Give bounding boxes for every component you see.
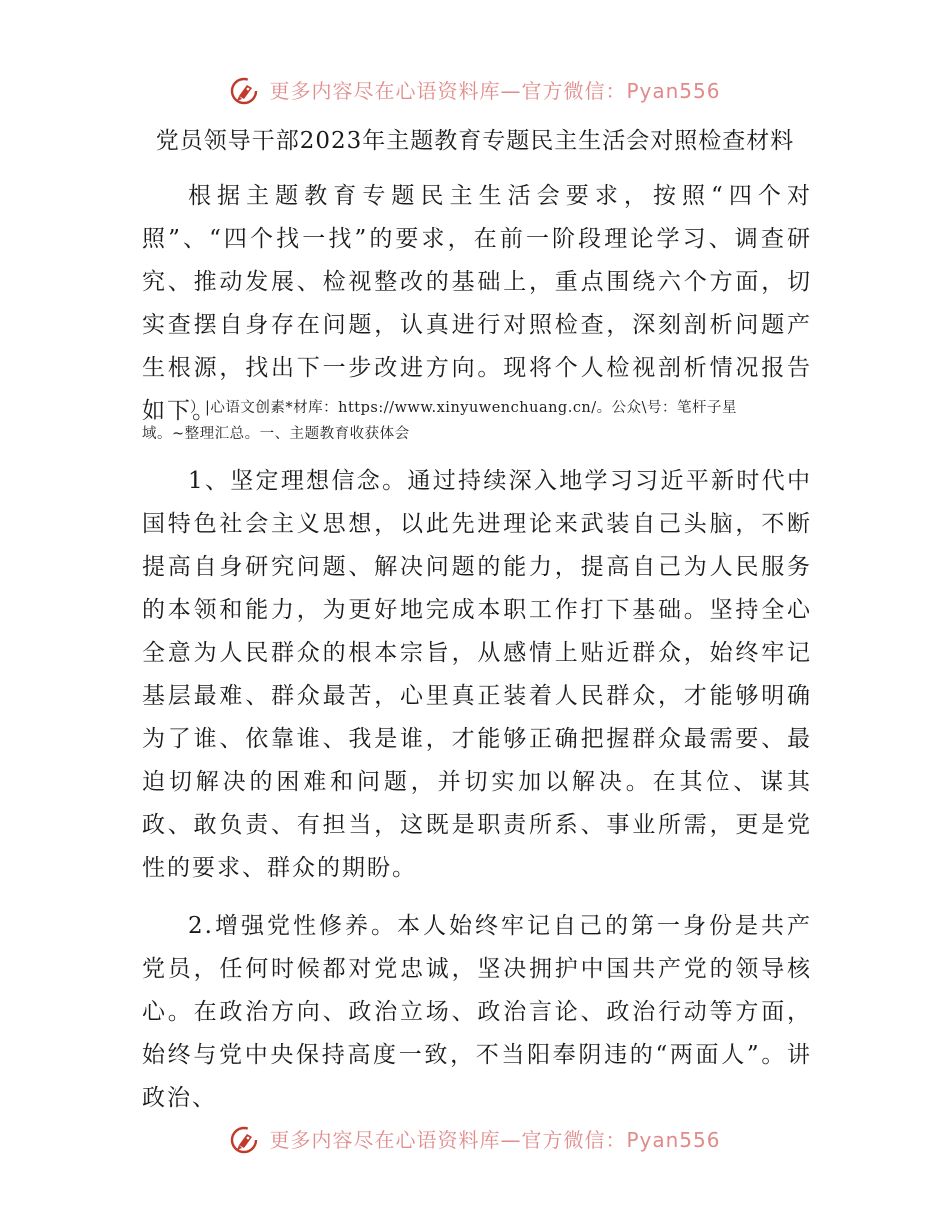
section-2-paragraph (142, 905, 812, 1120)
pen-nib-logo-icon (229, 1125, 263, 1155)
pen-nib-logo-icon (229, 76, 263, 106)
watermark-header (0, 76, 950, 106)
source-note-line-2: 域。~整理汇总。一、主题教育收获体会 (142, 426, 410, 442)
section-2-text: 2.增强党性修养。本人始终牢记自己的第一身份是共产党员，任何时候都对党忠诚，坚决拥护中国共产党的领导核心。在政治方向、政治立场、政治言论、政治行动等方面，始终与党中央保持高度一致，不当阳奉阴违的“两面人”。讲政治、 (142, 913, 812, 1111)
section-1-paragraph (142, 460, 812, 890)
watermark-text: 更多内容尽在心语资料库—官方微信：Pyan556 (269, 1128, 721, 1152)
section-1-text: 1、坚定理想信念。通过持续深入地学习习近平新时代中国特色社会主义思想，以此先进理论来武装自己头脑，不断提高自身研究问题、解决问题的能力，提高自己为人民服务的本领和能力，为更好地完成本职工作打下基础。坚持全心全意为人民群众的根本宗旨，从感情上贴近群众，始终牢记基层最难、群众最苦，心里真正装着人民群众，才能够明确为了谁、依靠谁、我是谁，才能够正确把握群众最需要、最迫切解决的困难和问题，并切实加以解决。在其位、谋其政、敢负责、有担当，这既是职责所系、事业所需，更是党性的要求、群众的期盼。 (142, 468, 812, 881)
source-note-line-1: ）|心语文创素*材库：https://www.xinyuwenchuang.cn/。公众\号：笔杆子星 (190, 400, 738, 416)
watermark-footer (0, 1125, 950, 1155)
source-note (142, 395, 812, 447)
intro-text: 根据主题教育专题民主生活会要求，按照“四个对照”、“四个找一找”的要求，在前一阶段理论学习、调查研究、推动发展、检视整改的基础上，重点围绕六个方面，切实查摆自身存在问题，认真进行对照检查，深刻剖析问题产生根源，找出下一步改进方向。现将个人检视剖析情况报告如下。 (142, 183, 812, 424)
watermark-text: 更多内容尽在心语资料库—官方微信：Pyan556 (269, 79, 721, 103)
document-title: 党员领导干部2023年主题教育专题民主生活会对照检查材料 (155, 128, 795, 154)
